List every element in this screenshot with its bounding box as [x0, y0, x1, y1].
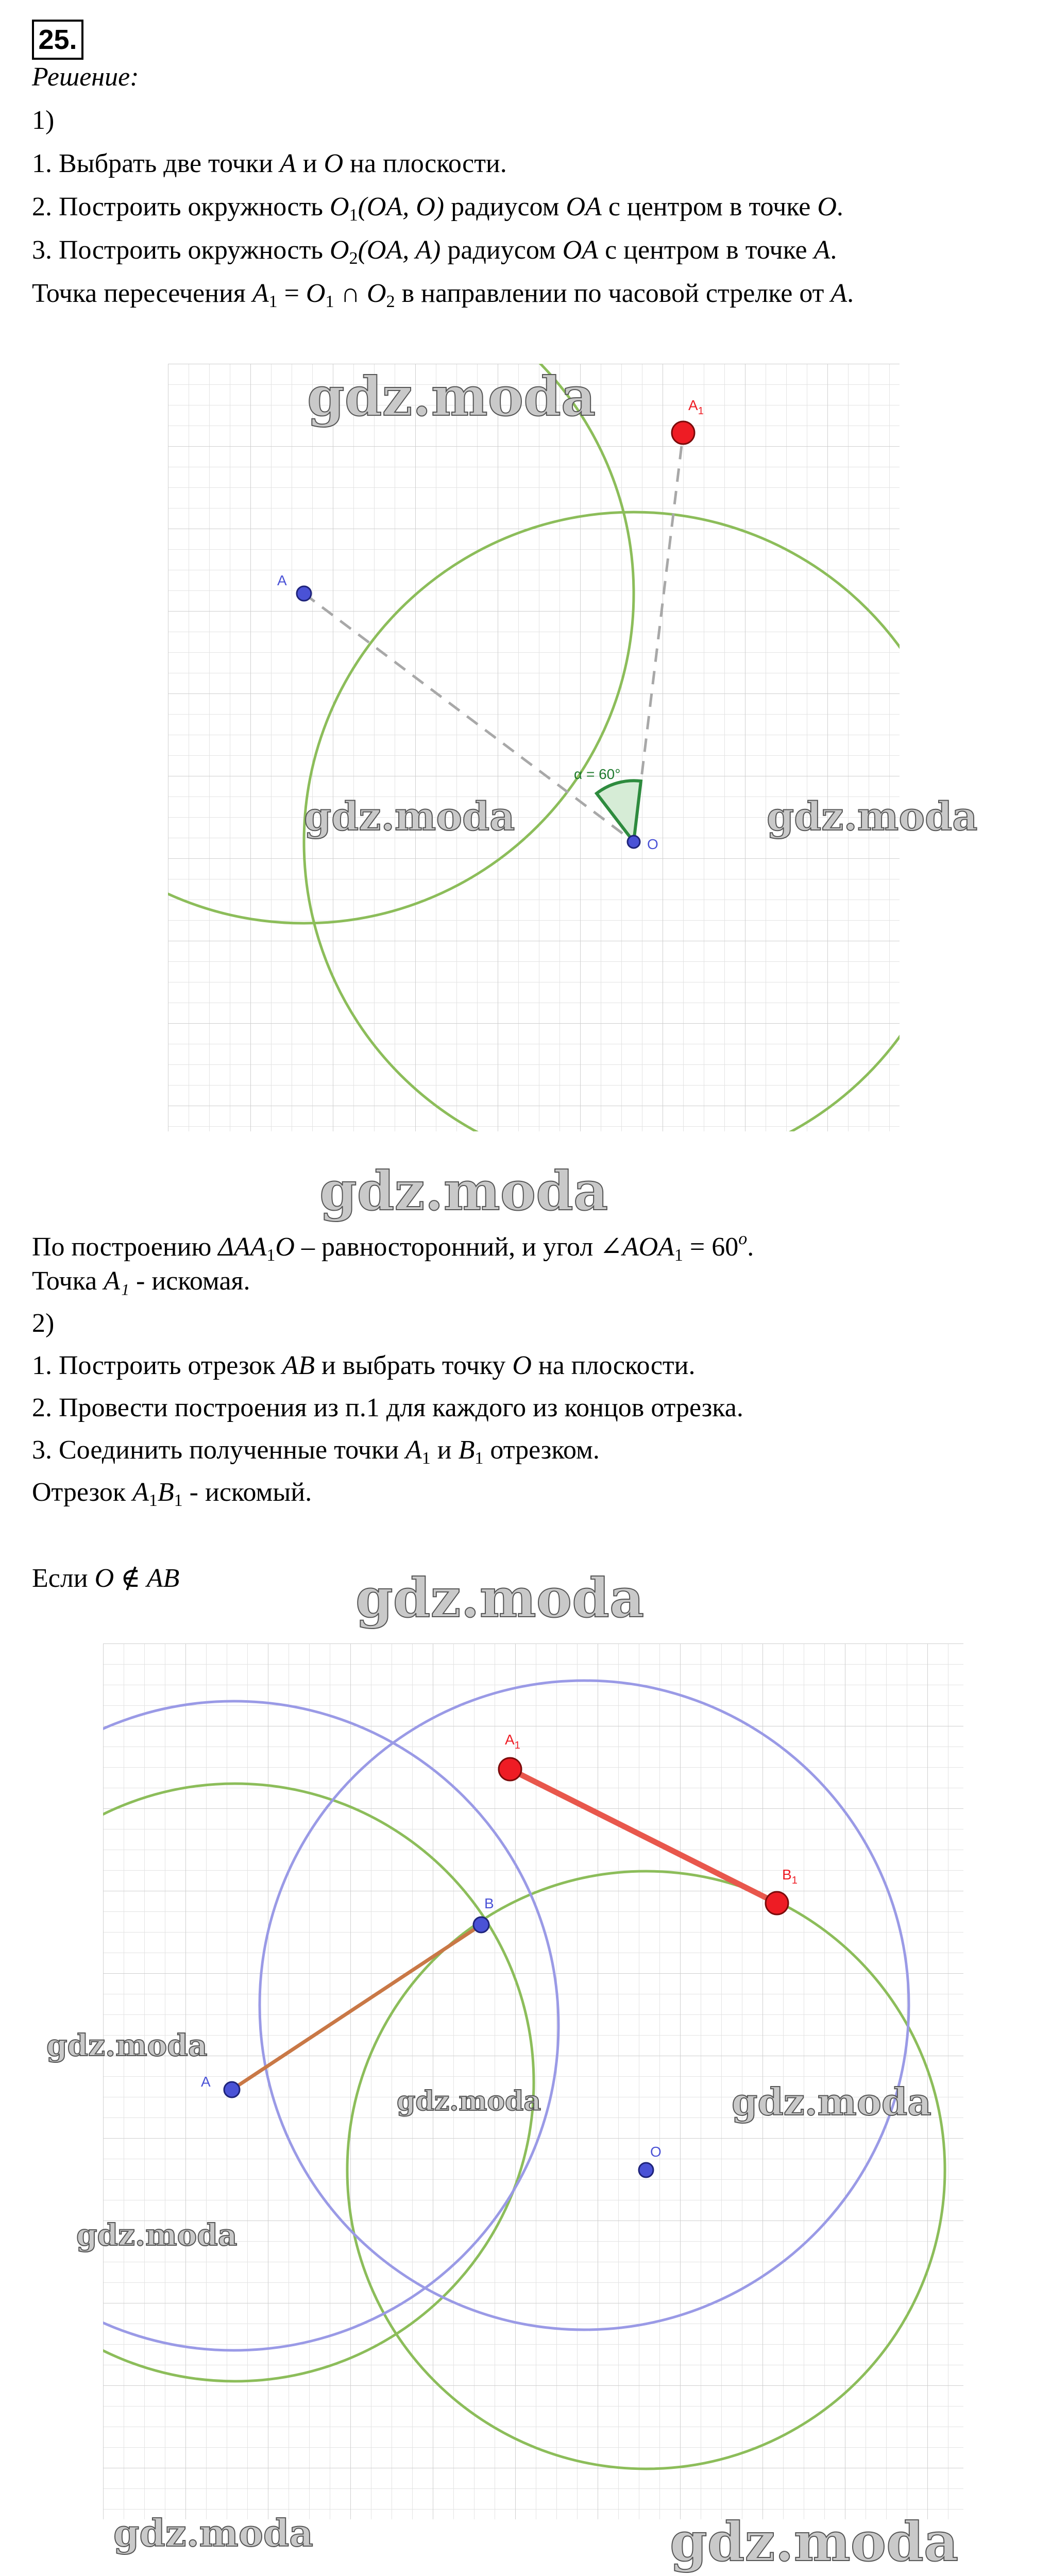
watermark: gdz.moda	[304, 793, 515, 839]
point-o	[628, 836, 640, 848]
label-o: O	[650, 2144, 662, 2160]
label-a: A	[201, 2074, 211, 2090]
label-o: O	[647, 836, 658, 852]
part1-label: 1)	[32, 106, 55, 135]
label-b1: $B_1$	[782, 1867, 798, 1886]
figure-construction-2	[46, 1643, 963, 2573]
part1-step2: 2. Построить окружность $O_1(OA$, O) радиусом OA с центром в точке O.	[32, 192, 843, 225]
label-a1: $A_1$	[688, 397, 704, 417]
watermark: gdz.moda	[732, 2080, 931, 2124]
angle-label: α = 60°	[574, 766, 621, 782]
label-b: B	[484, 1895, 494, 1911]
watermark: gdz.moda	[46, 2028, 208, 2063]
point-a	[297, 586, 311, 601]
part2-result: Отрезок $A_1B_1$ - искомый.	[32, 1478, 312, 1510]
svg-text:gdz.moda: gdz.moda	[319, 1159, 608, 1223]
part2-step3: 3. Соединить полученные точки $A_1$ и $B_1$ отрезком.	[32, 1435, 600, 1468]
watermark: gdz.moda	[397, 2086, 541, 2117]
watermark: gdz.moda	[76, 2217, 238, 2252]
label-a1: $A_1$	[505, 1732, 520, 1751]
watermark-below-fig1	[319, 1158, 629, 1223]
part2-label: 2)	[32, 1309, 55, 1338]
part1-answer: Точка A₁ - искомая.	[32, 1266, 250, 1296]
point-a1	[499, 1758, 521, 1781]
watermark-top-fig2	[355, 1565, 685, 1630]
solution-label: Решение:	[32, 62, 139, 92]
point-a1	[672, 421, 694, 444]
watermark: gdz.moda	[767, 793, 978, 839]
point-b	[473, 1917, 489, 1933]
part2-step2: 2. Провести построения из п.1 для каждого из концов отрезка.	[32, 1393, 743, 1422]
task-number: 25.	[32, 20, 83, 60]
figure-construction-1	[168, 364, 978, 1131]
label-a: A	[277, 572, 287, 588]
watermark: gdz.moda	[670, 2510, 959, 2573]
case1-label: Если O ∉ AB	[32, 1564, 180, 1593]
part1-conclusion: По построению $\Delta AA_1O$ – равносторонний, и угол $\angle AOA_1 = 60^o$.	[32, 1229, 754, 1265]
point-a	[224, 2082, 240, 2097]
part1-step3: 3. Построить окружность $O_2(OA$, A) радиусом OA с центром в точке A.	[32, 235, 837, 268]
svg-text:gdz.moda: gdz.moda	[355, 1566, 645, 1630]
point-o	[639, 2163, 653, 2177]
point-b1	[766, 1892, 788, 1914]
watermark: gdz.moda	[307, 365, 596, 428]
part2-step1: 1. Построить отрезок AB и выбрать точку O на плоскости.	[32, 1351, 696, 1380]
part1-intersection: Точка пересечения $A_1 = O_1$ ∩ $O_2$ в направлении по часовой стрелке от A.	[32, 279, 854, 311]
part1-step1: 1. Выбрать две точки A и O на плоскости.	[32, 149, 507, 178]
watermark: gdz.moda	[113, 2511, 313, 2555]
